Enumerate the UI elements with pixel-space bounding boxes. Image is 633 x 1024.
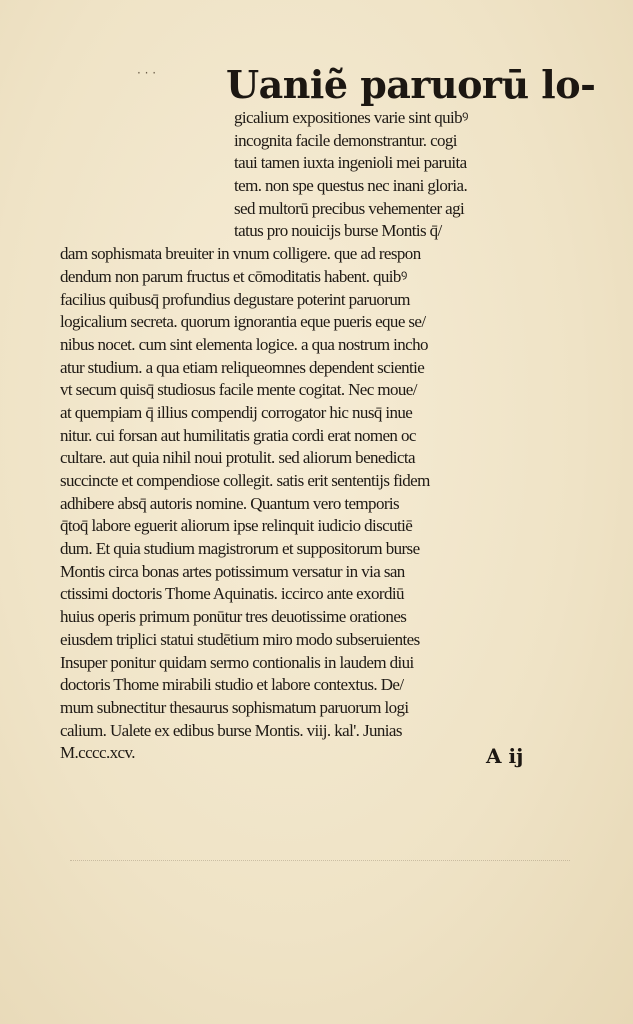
text-line: vt secum quisq̄ studiosus facile mente cogitat. Nec moue/ [60, 380, 417, 400]
text-line: dendum non parum fructus et cōmoditatis habent. quibꝰ [60, 266, 407, 286]
text-line: dum. Et quia studium magistrorum et suppositorum burse [60, 539, 420, 559]
text-line: atur studium. a qua etiam reliqueomnes dependent scientie [60, 357, 425, 377]
text-line: eiusdem triplici statui studētium miro modo subseruientes [60, 629, 420, 649]
text-line: q̄toq̄ labore eguerit aliorum ipse relinquit iudicio discutiē [60, 516, 413, 536]
text-line: nibus nocet. cum sint elementa logice. a qua nostrum incho [60, 334, 428, 354]
text-line: Montis circa bonas artes potissimum versatur in via san [60, 561, 405, 581]
text-line: at quempiam q̄ illius compendij corrogator hic nusq̄ inue [60, 402, 413, 422]
text-line: incognita facile demonstrantur. cogi [234, 130, 457, 150]
text-line: adhibere absq̄ autoris nomine. Quantum vero temporis [60, 493, 400, 513]
text-line: huius operis primum ponūtur tres deuotissime orationes [60, 607, 407, 627]
text-line: succincte et compendiose collegit. satis erit sententijs fidem [60, 471, 430, 490]
text-line: gicalium expositiones varie sint quibꝰ [234, 108, 468, 127]
text-line: logicalium secreta. quorum ignorantia eque pueris eque se/ [60, 312, 426, 332]
text-line: Insuper ponitur quidam sermo contionalis in laudem diui [60, 652, 414, 672]
text-line: tatus pro nouicijs burse Montis q̄/ [234, 221, 442, 241]
text-line: sed multorū precibus vehementer agi [234, 198, 465, 218]
text-line: nitur. cui forsan aut humilitatis gratia cordi erat nomen oc [60, 425, 416, 445]
text-line: doctoris Thome mirabili studio et labore contextus. De/ [60, 675, 404, 695]
text-line: cultare. aut quia nihil noui protulit. sed aliorum benedicta [60, 448, 415, 468]
text-line: taui tamen iuxta ingenioli mei paruita [234, 153, 467, 173]
text-line: calium. Ualete ex edibus burse Montis. viij. kal'. Junias [60, 720, 402, 740]
text-line: facilius quibusq̄ profundius degustare poterint paruorum [60, 289, 410, 309]
signature-mark: A ij [486, 744, 524, 768]
text-line: dam sophismata breuiter in vnum colligere. que ad respon [60, 244, 421, 264]
body-text [60, 107, 570, 765]
text-line: tem. non spe questus nec inani gloria. [234, 176, 468, 196]
printer-mark: · · · [137, 66, 157, 80]
page-stain [70, 860, 570, 891]
text-line: M.cccc.xcv. [60, 743, 135, 763]
text-line: mum subnectitur thesaurus sophismatum paruorum logi [60, 697, 409, 717]
text-line: ctissimi doctoris Thome Aquinatis. iccirco ante exordiū [60, 584, 404, 604]
page-heading: Uaniẽ paruorū lo- [226, 62, 596, 107]
